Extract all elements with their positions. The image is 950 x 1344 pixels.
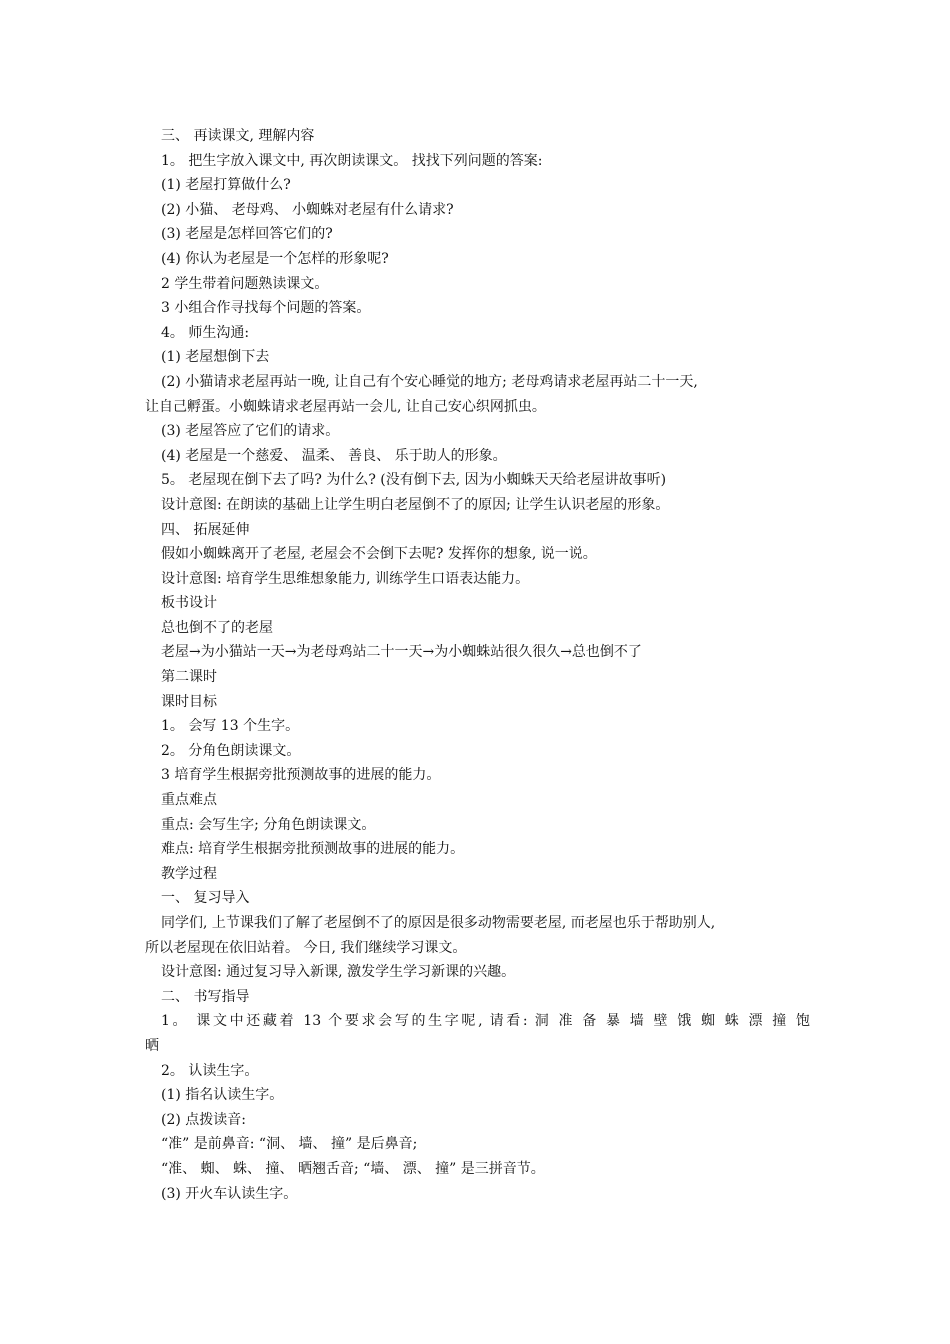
text-line: 设计意图: 在朗读的基础上让学生明白老屋倒不了的原因; 让学生认识老屋的形象。 xyxy=(161,496,670,513)
text-line: 1。 会写 13 个生字。 xyxy=(161,718,300,735)
text-line: (4) 老屋是一个慈爱、 温柔、 善良、 乐于助人的形象。 xyxy=(161,447,507,464)
text-line: 二、 书写指导 xyxy=(161,988,250,1005)
text-line: 重点难点 xyxy=(161,792,217,809)
text-line: 重点: 会写生字; 分角色朗读课文。 xyxy=(161,816,376,833)
text-line: 2 学生带着问题熟读课文。 xyxy=(161,275,329,292)
text-line: 课时目标 xyxy=(161,693,217,710)
text-line: (3) 老屋是怎样回答它们的? xyxy=(161,226,333,243)
text-line: 所以老屋现在依旧站着。 今日, 我们继续学习课文。 xyxy=(145,939,467,956)
text-line: 1。 把生字放入课文中, 再次朗读课文。 找找下列问题的答案: xyxy=(161,152,543,169)
text-line: (1) 指名认读生字。 xyxy=(161,1087,284,1104)
text-line: 让自己孵蛋。小蜘蛛请求老屋再站一会儿, 让自己安心织网抓虫。 xyxy=(145,398,546,415)
text-line: 设计意图: 通过复习导入新课, 激发学生学习新课的兴趣。 xyxy=(161,964,516,981)
text-line: 2。 分角色朗读课文。 xyxy=(161,742,301,759)
text-line: (3) 老屋答应了它们的请求。 xyxy=(161,423,340,440)
text-line: (1) 老屋打算做什么? xyxy=(161,177,291,194)
text-line: (2) 小猫请求老屋再站一晚, 让自己有个安心睡觉的地方; 老母鸡请求老屋再站二十一天, xyxy=(161,373,698,390)
text-line: 一、 复习导入 xyxy=(161,890,250,907)
text-line: “准、 蜘、 蛛、 撞、 晒翘舌音; “墙、 漂、 撞” 是三拼音节。 xyxy=(161,1160,545,1177)
text-line: 教学过程 xyxy=(161,865,217,882)
text-line: (2) 点拨读音: xyxy=(161,1111,246,1128)
text-line: 5。 老屋现在倒下去了吗? 为什么? (没有倒下去, 因为小蜘蛛天天给老屋讲故事听) xyxy=(161,472,667,489)
text-line: 4。 师生沟通: xyxy=(161,324,250,341)
text-line: 四、 拓展延伸 xyxy=(161,521,250,538)
text-line: (2) 小猫、 老母鸡、 小蜘蛛对老屋有什么请求? xyxy=(161,201,454,218)
text-line: 板书设计 xyxy=(161,595,217,612)
text-line: 三、 再读课文, 理解内容 xyxy=(161,128,315,144)
text-line: (1) 老屋想倒下去 xyxy=(161,349,270,366)
text-line: 同学们, 上节课我们了解了老屋倒不了的原因是很多动物需要老屋, 而老屋也乐于帮助别人, xyxy=(161,915,716,931)
document-body xyxy=(145,124,810,1206)
text-line: (3) 开火车认读生字。 xyxy=(161,1185,298,1202)
text-line: “准” 是前鼻音: “洞、 墙、 撞” 是后鼻音; xyxy=(161,1136,418,1153)
text-line: 2。 认读生字。 xyxy=(161,1062,259,1079)
text-line: 设计意图: 培育学生思维想象能力, 训练学生口语表达能力。 xyxy=(161,570,530,587)
text-line: 1。 课文中还藏着 13 个要求会写的生字呢, 请看: 洞 准 备 暴 墙 壁 饿 蜘 蛛 漂 撞 饱 xyxy=(161,1013,810,1030)
text-line: 难点: 培育学生根据旁批预测故事的进展的能力。 xyxy=(161,841,465,858)
text-line: 假如小蜘蛛离开了老屋, 老屋会不会倒下去呢? 发挥你的想象, 说一说。 xyxy=(161,546,597,563)
text-line: 第二课时 xyxy=(161,669,217,686)
text-line: 3 小组合作寻找每个问题的答案。 xyxy=(161,300,371,317)
text-line: (4) 你认为老屋是一个怎样的形象呢? xyxy=(161,250,389,267)
text-line: 老屋→为小猫站一天→为老母鸡站二十一天→为小蜘蛛站很久很久→总也倒不了 xyxy=(161,644,642,661)
text-line: 3 培育学生根据旁批预测故事的进展的能力。 xyxy=(161,767,441,784)
text-line: 晒 xyxy=(145,1037,159,1054)
text-line: 总也倒不了的老屋 xyxy=(161,619,273,636)
